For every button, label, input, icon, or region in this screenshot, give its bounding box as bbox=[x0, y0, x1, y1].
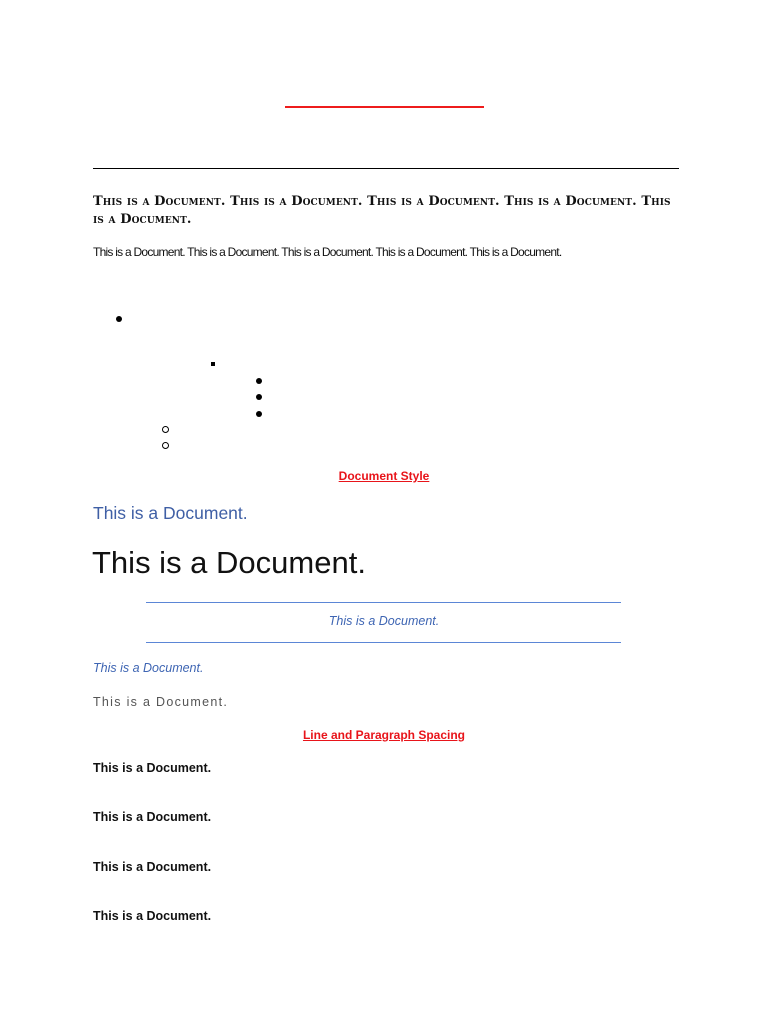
spacing-line: This is a Document. bbox=[93, 860, 212, 874]
intense-quote-text: This is a Document. bbox=[328, 614, 440, 628]
spacing-line: This is a Document. bbox=[93, 909, 212, 923]
list-bullet-circle bbox=[162, 442, 169, 449]
list-bullet-circle bbox=[162, 426, 169, 433]
spaced-text: This is a Document. bbox=[93, 695, 229, 709]
emphasis-text: This is a Document. bbox=[93, 661, 204, 675]
decorative-paragraph: This is a Document. This is a Document. This is a Document. This is a Document. This is a Document. bbox=[93, 194, 671, 227]
list-bullet-disc bbox=[256, 378, 262, 384]
list-bullet-disc bbox=[256, 411, 262, 417]
section-heading-line-spacing: Line and Paragraph Spacing bbox=[302, 728, 466, 742]
quote-bottom-rule bbox=[146, 642, 621, 643]
title-text: This is a Document. bbox=[92, 545, 366, 580]
top-red-rule bbox=[285, 106, 484, 108]
list-bullet-disc bbox=[116, 316, 122, 322]
condensed-paragraph: This is a Document. This is a Document. This is a Document. This is a Document. This is a Document. bbox=[93, 245, 562, 259]
section-heading-document-style: Document Style bbox=[338, 469, 430, 483]
spacing-line: This is a Document. bbox=[93, 810, 212, 824]
list-bullet-disc bbox=[256, 394, 262, 400]
spacing-line: This is a Document. bbox=[93, 761, 212, 775]
horizontal-rule bbox=[93, 168, 679, 169]
subtitle-text: This is a Document. bbox=[93, 503, 248, 523]
list-bullet-square bbox=[211, 362, 215, 366]
quote-top-rule bbox=[146, 602, 621, 603]
